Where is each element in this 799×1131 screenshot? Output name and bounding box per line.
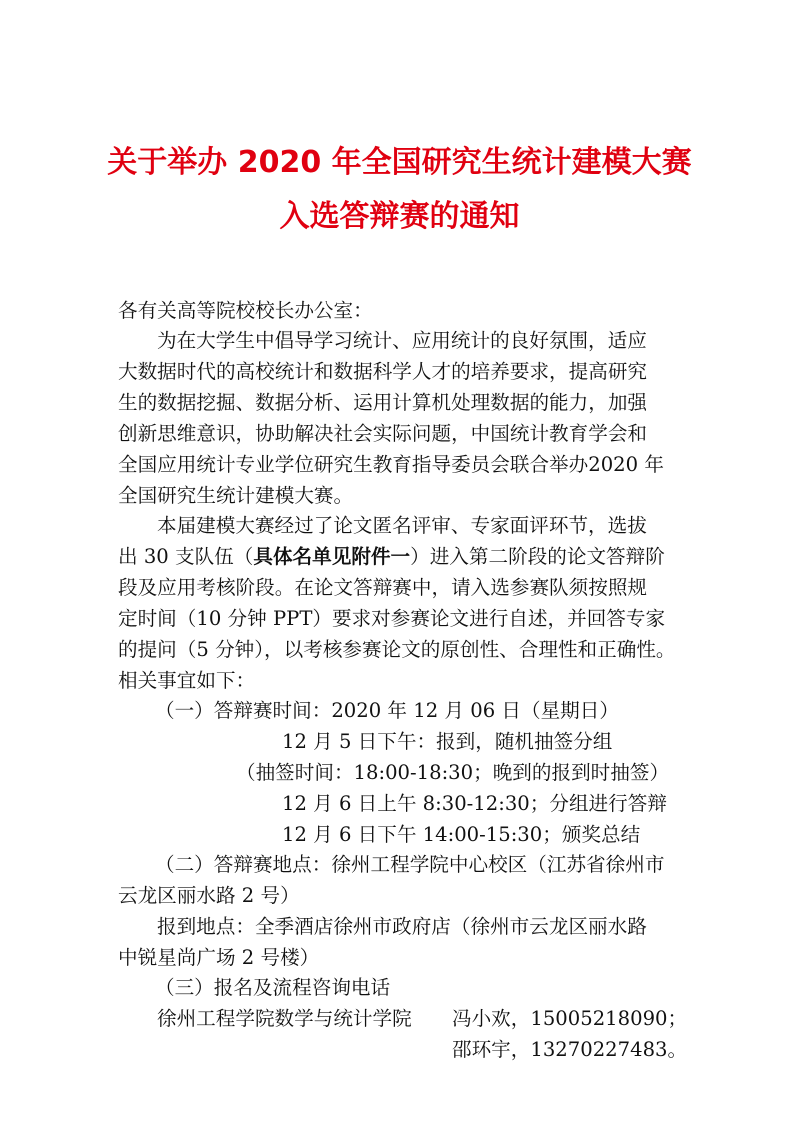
para1-line: 大数据时代的高校统计和数据科学人才的培养要求，提高研究 xyxy=(118,360,648,383)
para1-line: 创新思维意识，协助解决社会实际问题，中国统计教育学会和 xyxy=(118,422,648,445)
attachment-reference: 具体名单见附件一 xyxy=(253,545,411,568)
contact-person: 冯小欢，15005218090； xyxy=(452,1007,688,1030)
schedule-item: （抽签时间：18:00-18:30；晚到的报到时抽签） xyxy=(236,761,670,784)
notice-title-line-1: 关于举办 2020 年全国研究生统计建模大赛 xyxy=(107,145,692,180)
contact-organization: 徐州工程学院数学与统计学院 xyxy=(157,1007,412,1030)
para1-line: 全国研究生统计建模大赛。 xyxy=(118,484,354,507)
checkin-location: 中锐星尚广场 2 号楼） xyxy=(118,946,320,969)
para2-line: 段及应用考核阶段。在论文答辩赛中，请入选参赛队须按照规 xyxy=(118,576,648,599)
checkin-location: 报到地点：全季酒店徐州市政府店（徐州市云龙区丽水路 xyxy=(157,915,647,938)
section2-line: 云龙区丽水路 2 号） xyxy=(118,884,300,907)
schedule-item: 12 月 6 日上午 8:30-12:30；分组进行答辩 xyxy=(282,792,667,815)
para1-line: 全国应用统计专业学位研究生教育指导委员会联合举办2020 年 xyxy=(118,453,664,476)
para2-line: 本届建模大赛经过了论文匿名评审、专家面评环节，选拔 xyxy=(157,514,647,537)
para2-line-prefix: 出 30 支队伍（ xyxy=(118,545,254,568)
para2-line: 定时间（10 分钟 PPT）要求对参赛论文进行自述，并回答专家 xyxy=(118,607,666,630)
para1-line: 为在大学生中倡导学习统计、应用统计的良好氛围，适应 xyxy=(157,329,647,352)
contact-person: 邵环宇，13270227483。 xyxy=(452,1038,688,1061)
notice-title-line-2: 入选答辩赛的通知 xyxy=(279,199,520,234)
para2-line xyxy=(118,543,665,571)
para2-line: 的提问（5 分钟），以考核参赛论文的原创性、合理性和正确性。 xyxy=(118,638,676,661)
salutation: 各有关高等院校校长办公室： xyxy=(118,299,373,322)
section3-heading: （三）报名及流程咨询电话 xyxy=(155,976,391,999)
schedule-item: 12 月 6 日下午 14:00-15:30；颁奖总结 xyxy=(282,823,641,846)
para1-line: 生的数据挖掘、数据分析、运用计算机处理数据的能力，加强 xyxy=(118,391,648,414)
para2-line-suffix: ）进入第二阶段的论文答辩阶 xyxy=(410,545,665,568)
section2-heading: （二）答辩赛地点：徐州工程学院中心校区（江苏省徐州市 xyxy=(155,853,665,876)
schedule-item: 12 月 5 日下午：报到，随机抽签分组 xyxy=(282,730,613,753)
section1-heading: （一）答辩赛时间：2020 年 12 月 06 日（星期日） xyxy=(155,699,619,722)
para2-line: 相关事宜如下： xyxy=(118,669,256,692)
